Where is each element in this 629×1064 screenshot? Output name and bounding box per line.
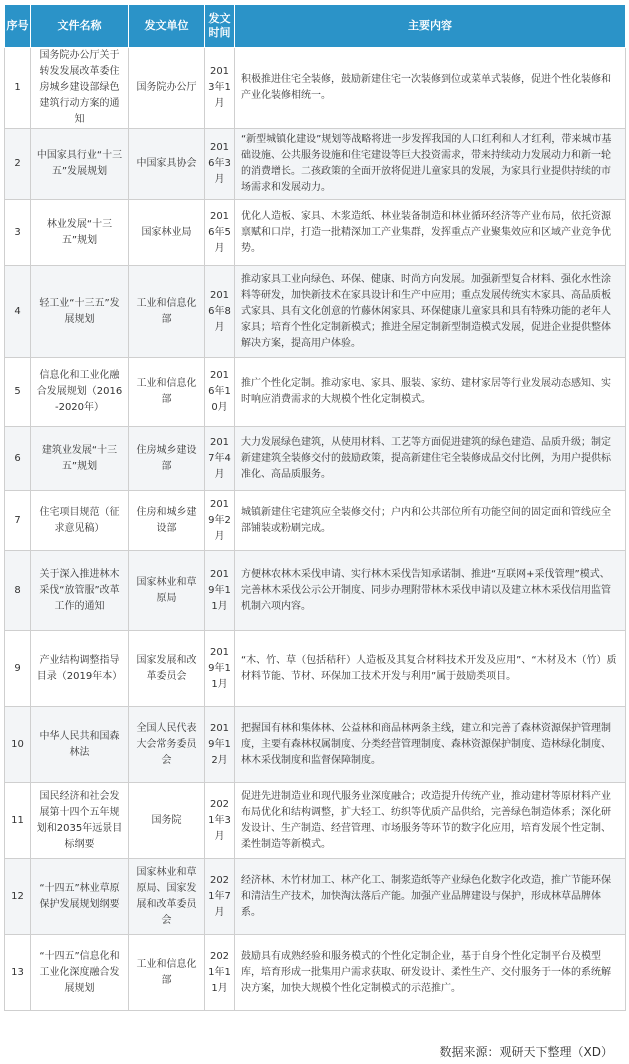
row-issue-time: 2021年3月 <box>205 783 235 859</box>
table-row <box>5 859 626 935</box>
row-file-name: “十四五”信息化和工业化深度融合发展规划 <box>31 935 129 1011</box>
row-file-name: 国务院办公厅关于转发发展改革委住房城乡建设部绿色建筑行动方案的通知 <box>31 48 129 129</box>
row-file-name: 住宅项目规范（征求意见稿） <box>31 491 129 551</box>
row-issuer: 工业和信息化部 <box>129 266 205 358</box>
row-issuer: 国务院办公厅 <box>129 48 205 129</box>
row-issuer: 住房和城乡建设部 <box>129 491 205 551</box>
row-content: “木、竹、草（包括秸秆）人造板及其复合材料技术开发及应用”、“木材及木（竹）质材料节能、节材、环保加工技术开发与利用”属于鼓励类项目。 <box>235 631 626 707</box>
row-issuer: 中国家具协会 <box>129 129 205 200</box>
row-seq: 12 <box>5 859 31 935</box>
table-row <box>5 427 626 491</box>
row-file-name: 建筑业发展“十三五”规划 <box>31 427 129 491</box>
row-content: 推动家具工业向绿色、环保、健康、时尚方向发展。加强新型复合材料、强化水性涂料等研发，加快新技术在家具设计和生产中应用；重点发展传统实木家具、高品质板式家具、具有文化创意的竹藤休闲家具、环保健康儿童家具和具有特殊功能的老年人家具；培育个性化定制新模式；推进全屋定制新型制造模式发展，促进企业提供整体解决方案，提高用户体验。 <box>235 266 626 358</box>
table-row <box>5 48 626 129</box>
row-file-name: 国民经济和社会发展第十四个五年规划和2035年远景目标纲要 <box>31 783 129 859</box>
row-seq: 10 <box>5 707 31 783</box>
table-row <box>5 935 626 1011</box>
row-content: 优化人造板、家具、木浆造纸、林业装备制造和林业循环经济等产业布局，依托资源禀赋和口岸，打造一批精深加工产业集群，发挥重点产业聚集效应和区域产业竞争优势。 <box>235 200 626 266</box>
row-issuer: 国家林业和草原局 <box>129 551 205 631</box>
table-row <box>5 266 626 358</box>
table-body <box>5 48 626 1011</box>
row-content: 方便林农林木采伐申请、实行林木采伐告知承诺制、推进“互联网+采伐管理”模式、完善林木采伐公示公开制度、同步办理附带林木采伐申请以及建立林木采伐信用监管机制六项内容。 <box>235 551 626 631</box>
row-content: 大力发展绿色建筑，从使用材料、工艺等方面促进建筑的绿色建造、品质升级；制定新建建筑全装修交付的鼓励政策，提高新建住宅全装修成品交付比例，为用户提供标准化、高品质服务。 <box>235 427 626 491</box>
row-file-name: 中华人民共和国森林法 <box>31 707 129 783</box>
row-file-name: 中国家具行业“十三五”发展规划 <box>31 129 129 200</box>
row-seq: 3 <box>5 200 31 266</box>
row-issue-time: 2017年4月 <box>205 427 235 491</box>
row-file-name: 林业发展“十三五”规划 <box>31 200 129 266</box>
row-content: 经济林、木竹材加工、林产化工、制浆造纸等产业绿色化数字化改造，推广节能环保和清洁生产技术，加快淘汰落后产能。加强产业品牌建设与保护，形成林草品牌体系。 <box>235 859 626 935</box>
row-issue-time: 2019年12月 <box>205 707 235 783</box>
table-row <box>5 707 626 783</box>
policy-table <box>4 4 626 1011</box>
row-issue-time: 2019年2月 <box>205 491 235 551</box>
row-file-name: 信息化和工业化融合发展规划（2016-2020年） <box>31 358 129 427</box>
row-seq: 6 <box>5 427 31 491</box>
row-issuer: 国家林业局 <box>129 200 205 266</box>
row-issue-time: 2016年10月 <box>205 358 235 427</box>
row-content: 推广个性化定制。推动家电、家具、服装、家纺、建材家居等行业发展动态感知、实时响应消费需求的大规模个性化定制模式。 <box>235 358 626 427</box>
table-row <box>5 631 626 707</box>
row-file-name: 关于深入推进林木采伐“放管服”改革工作的通知 <box>31 551 129 631</box>
policy-table-container <box>4 4 625 1011</box>
row-issuer: 国家林业和草原局、国家发展和改革委员会 <box>129 859 205 935</box>
row-issue-time: 2021年7月 <box>205 859 235 935</box>
row-issue-time: 2016年5月 <box>205 200 235 266</box>
row-seq: 8 <box>5 551 31 631</box>
row-issuer: 工业和信息化部 <box>129 358 205 427</box>
table-row <box>5 551 626 631</box>
row-content: 把握国有林和集体林、公益林和商品林两条主线，建立和完善了森林资源保护管理制度，主要有森林权属制度、分类经营管理制度、森林资源保护制度、造林绿化制度、林木采伐制度和监督保障制度。 <box>235 707 626 783</box>
row-issue-time: 2019年11月 <box>205 551 235 631</box>
table-row <box>5 783 626 859</box>
row-seq: 7 <box>5 491 31 551</box>
row-file-name: 轻工业“十三五”发展规划 <box>31 266 129 358</box>
table-row <box>5 491 626 551</box>
row-issuer: 工业和信息化部 <box>129 935 205 1011</box>
table-row <box>5 358 626 427</box>
table-row <box>5 129 626 200</box>
row-issue-time: 2021年11月 <box>205 935 235 1011</box>
row-issue-time: 2016年8月 <box>205 266 235 358</box>
row-content: “新型城镇化建设”规划等战略将进一步发挥我国的人口红利和人才红利，带来城市基础设施、公共服务设施和住宅建设等巨大投资需求，带来持续动力发展动力和新一轮的消费增长。二孩政策的全面开放将促进儿童家具的发展，为家具行业提供持续的市场需求和发展动力。 <box>235 129 626 200</box>
row-issuer: 国家发展和改革委员会 <box>129 631 205 707</box>
row-issuer: 国务院 <box>129 783 205 859</box>
row-seq: 9 <box>5 631 31 707</box>
row-issue-time: 2019年11月 <box>205 631 235 707</box>
table-header-row <box>5 5 626 48</box>
row-issuer: 住房城乡建设部 <box>129 427 205 491</box>
table-row <box>5 200 626 266</box>
row-seq: 13 <box>5 935 31 1011</box>
header-time: 发文时间 <box>205 5 235 48</box>
row-issue-time: 2013年1月 <box>205 48 235 129</box>
row-seq: 5 <box>5 358 31 427</box>
header-issuer: 发文单位 <box>129 5 205 48</box>
header-content: 主要内容 <box>235 5 626 48</box>
row-seq: 4 <box>5 266 31 358</box>
row-issuer: 全国人民代表大会常务委员会 <box>129 707 205 783</box>
row-issue-time: 2016年3月 <box>205 129 235 200</box>
row-content: 城镇新建住宅建筑应全装修交付；户内和公共部位所有功能空间的固定面和管线应全部铺装或粉刷完成。 <box>235 491 626 551</box>
header-name: 文件名称 <box>31 5 129 48</box>
row-seq: 2 <box>5 129 31 200</box>
row-content: 积极推进住宅全装修，鼓励新建住宅一次装修到位或菜单式装修，促进个性化装修和产业化装修相统一。 <box>235 48 626 129</box>
row-content: 鼓励具有成熟经验和服务模式的个性化定制企业，基于自身个性化定制平台及模型库，培育形成一批集用户需求获取、研发设计、柔性生产、交付服务于一体的系统解决方案，加快大规模个性化定制模式的示范推广。 <box>235 935 626 1011</box>
data-source-note: 数据来源：观研天下整理（XD） <box>439 1045 613 1059</box>
row-content: 促进先进制造业和现代服务业深度融合；改造提升传统产业，推动建材等原材料产业布局优化和结构调整，扩大轻工、纺织等优质产品供给，完善绿色制造体系；深化研发设计、生产制造、经营管理、市场服务等环节的数字化应用，培育发展个性定制、柔性制造等新模式。 <box>235 783 626 859</box>
header-seq: 序号 <box>5 5 31 48</box>
row-file-name: “十四五”林业草原保护发展规划纲要 <box>31 859 129 935</box>
row-seq: 1 <box>5 48 31 129</box>
row-file-name: 产业结构调整指导目录（2019年本） <box>31 631 129 707</box>
row-seq: 11 <box>5 783 31 859</box>
